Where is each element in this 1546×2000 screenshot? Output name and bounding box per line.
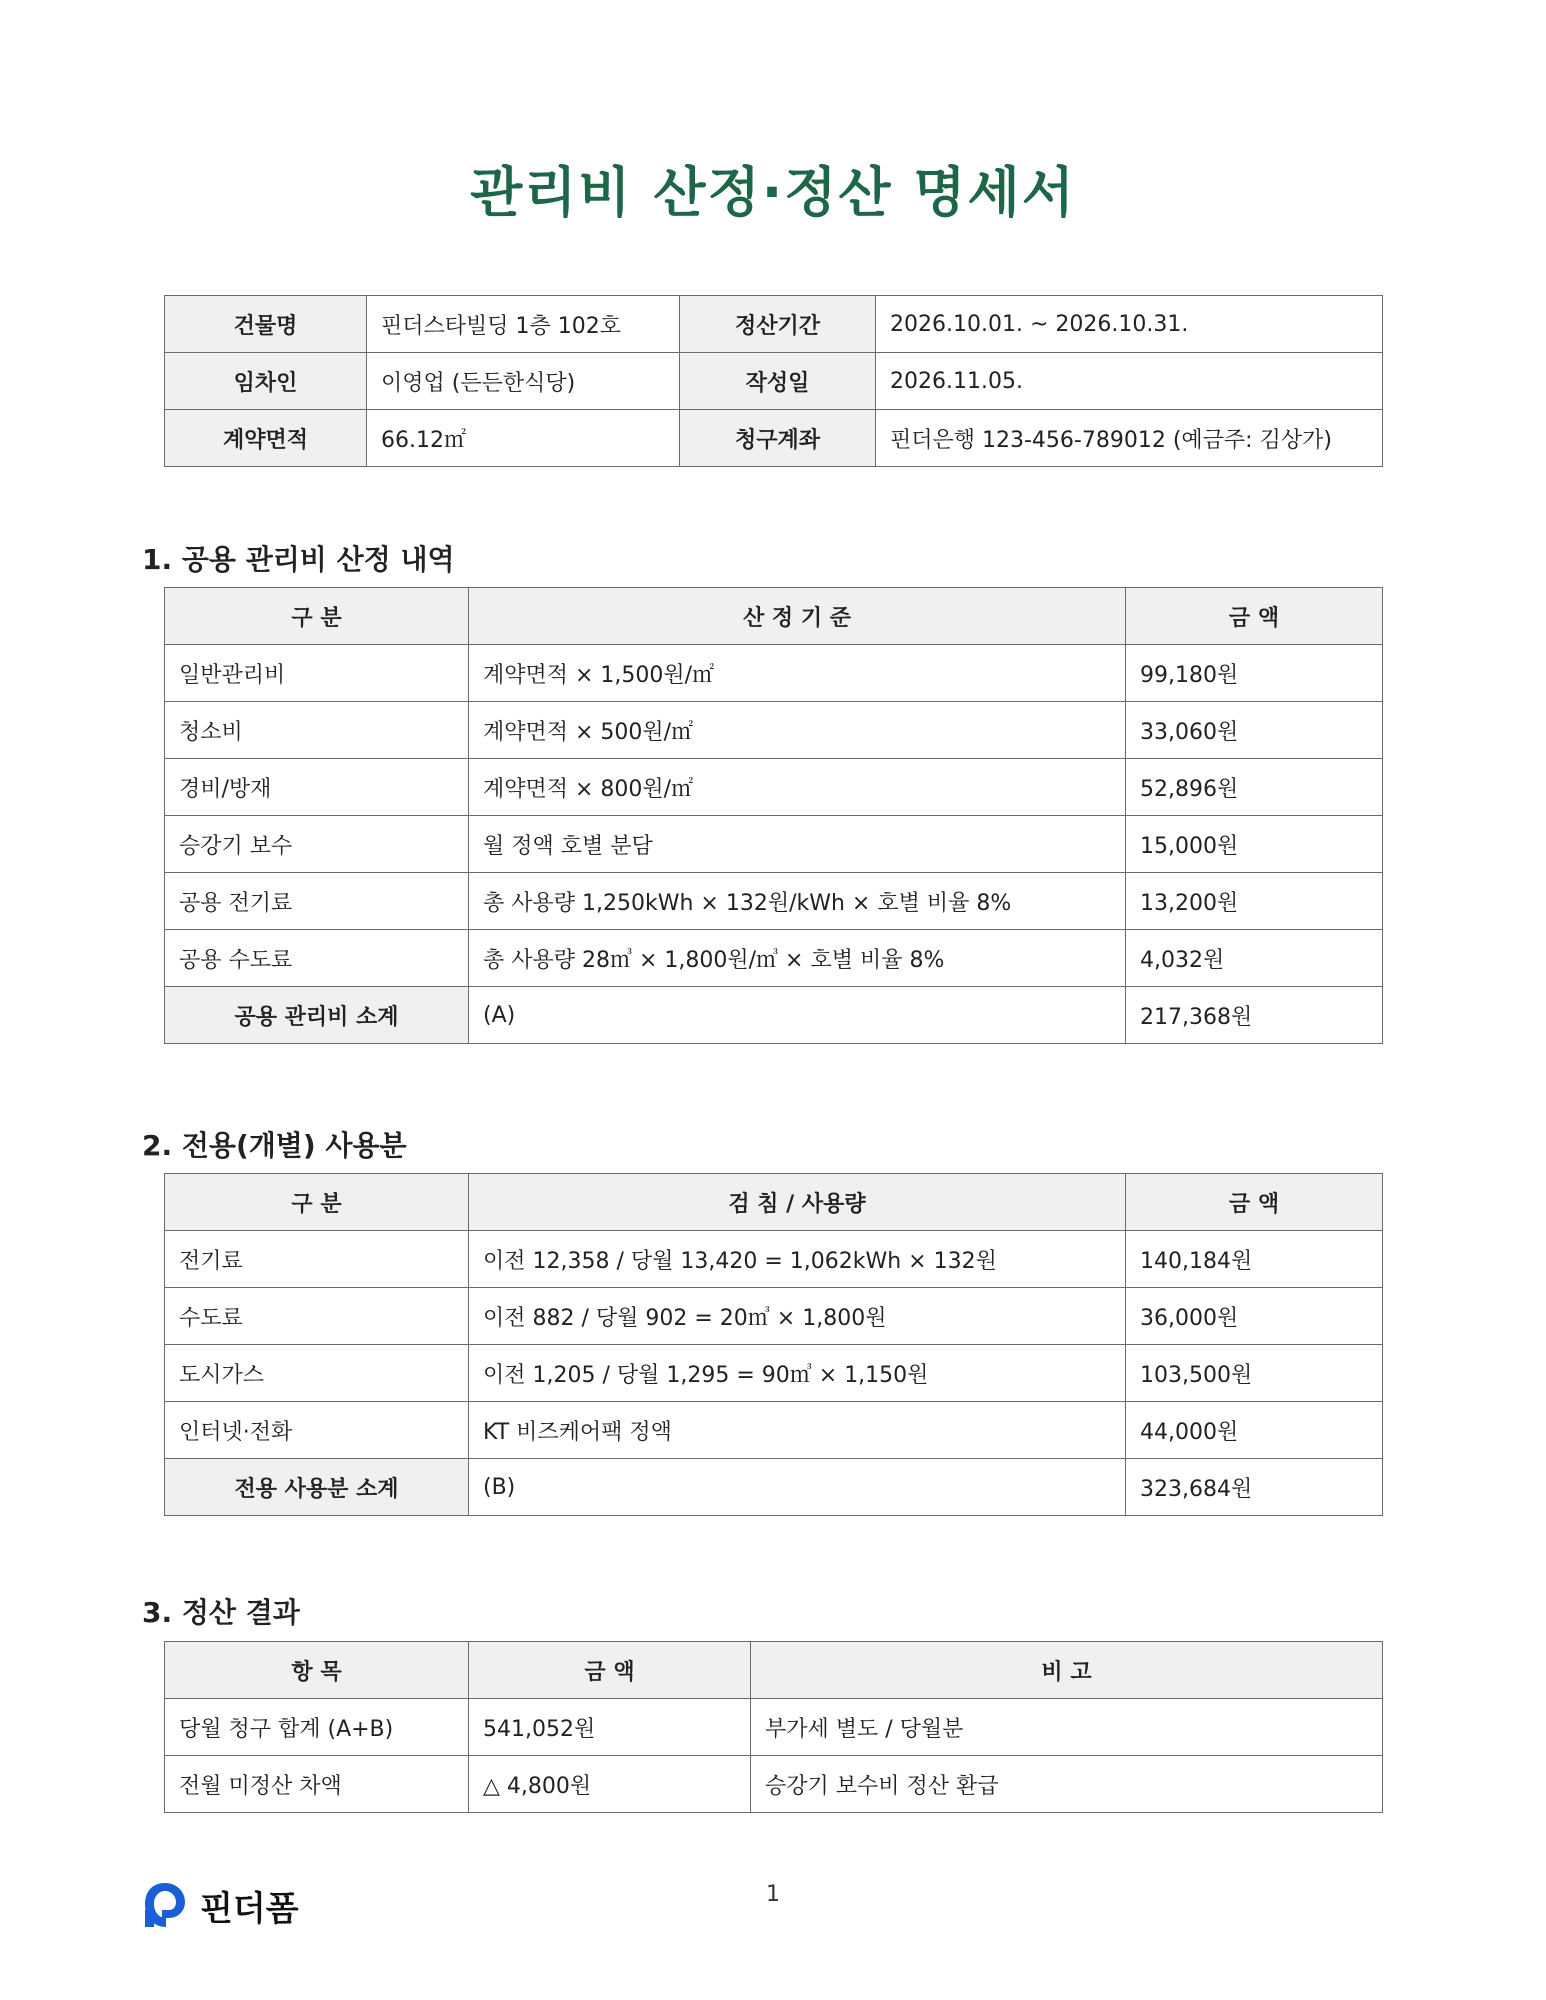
column-header: 검 침 / 사용량 bbox=[469, 1174, 1126, 1231]
row-note: 승강기 보수비 정산 환급 bbox=[751, 1756, 1383, 1813]
info-row bbox=[165, 296, 1383, 353]
subtotal-code: (A) bbox=[469, 987, 1126, 1044]
info-value: 66.12㎡ bbox=[367, 410, 680, 467]
info-value: 이영업 (든든한식당) bbox=[367, 353, 680, 410]
settlement-result-table bbox=[164, 1641, 1383, 1813]
row-basis: 계약면적 × 800원/㎡ bbox=[469, 759, 1126, 816]
row-amount: 52,896원 bbox=[1126, 759, 1383, 816]
row-category: 공용 전기료 bbox=[165, 873, 469, 930]
subtotal-label: 전용 사용분 소계 bbox=[165, 1459, 469, 1516]
info-value: 2026.11.05. bbox=[876, 353, 1383, 410]
table-row bbox=[165, 759, 1383, 816]
table-row bbox=[165, 1699, 1383, 1756]
info-label: 작성일 bbox=[680, 353, 876, 410]
logo-text: 핀더폼 bbox=[200, 1888, 299, 1929]
subtotal-row bbox=[165, 1459, 1383, 1516]
row-amount: 99,180원 bbox=[1126, 645, 1383, 702]
row-amount: 15,000원 bbox=[1126, 816, 1383, 873]
table-row bbox=[165, 1231, 1383, 1288]
column-header: 금 액 bbox=[1126, 588, 1383, 645]
column-header: 산 정 기 준 bbox=[469, 588, 1126, 645]
page-title: 관리비 산정·정산 명세서 bbox=[470, 161, 1076, 224]
info-table bbox=[164, 295, 1383, 467]
info-value: 핀더은행 123-456-789012 (예금주: 김상가) bbox=[876, 410, 1383, 467]
subtotal-amount: 217,368원 bbox=[1126, 987, 1383, 1044]
column-header: 비 고 bbox=[751, 1642, 1383, 1699]
page-number: 1 bbox=[766, 1882, 780, 1907]
row-reading: 이전 12,358 / 당월 13,420 = 1,062kWh × 132원 bbox=[469, 1231, 1126, 1288]
info-label: 정산기간 bbox=[680, 296, 876, 353]
row-reading: 이전 1,205 / 당월 1,295 = 90㎥ × 1,150원 bbox=[469, 1345, 1126, 1402]
row-amount: 13,200원 bbox=[1126, 873, 1383, 930]
info-label: 임차인 bbox=[165, 353, 367, 410]
column-header: 구 분 bbox=[165, 1174, 469, 1231]
table-header-row bbox=[165, 1174, 1383, 1231]
private-usage-table bbox=[164, 1173, 1383, 1516]
column-header: 구 분 bbox=[165, 588, 469, 645]
row-amount: 44,000원 bbox=[1126, 1402, 1383, 1459]
table-header-row bbox=[165, 1642, 1383, 1699]
row-amount: 4,032원 bbox=[1126, 930, 1383, 987]
row-basis: 계약면적 × 500원/㎡ bbox=[469, 702, 1126, 759]
column-header: 금 액 bbox=[469, 1642, 751, 1699]
row-basis: 월 정액 호별 분담 bbox=[469, 816, 1126, 873]
info-row bbox=[165, 410, 1383, 467]
row-reading: 이전 882 / 당월 902 = 20㎥ × 1,800원 bbox=[469, 1288, 1126, 1345]
table-row bbox=[165, 1402, 1383, 1459]
row-category: 승강기 보수 bbox=[165, 816, 469, 873]
table-row bbox=[165, 873, 1383, 930]
row-category: 도시가스 bbox=[165, 1345, 469, 1402]
info-value: 핀더스타빌딩 1층 102호 bbox=[367, 296, 680, 353]
info-row bbox=[165, 353, 1383, 410]
row-amount: 541,052원 bbox=[469, 1699, 751, 1756]
row-amount: 103,500원 bbox=[1126, 1345, 1383, 1402]
row-category: 청소비 bbox=[165, 702, 469, 759]
subtotal-label: 공용 관리비 소계 bbox=[165, 987, 469, 1044]
subtotal-code: (B) bbox=[469, 1459, 1126, 1516]
row-amount: △ 4,800원 bbox=[469, 1756, 751, 1813]
info-label: 건물명 bbox=[165, 296, 367, 353]
row-basis: 계약면적 × 1,500원/㎡ bbox=[469, 645, 1126, 702]
row-reading: KT 비즈케어팩 정액 bbox=[469, 1402, 1126, 1459]
row-category: 공용 수도료 bbox=[165, 930, 469, 987]
row-category: 전기료 bbox=[165, 1231, 469, 1288]
common-fee-table bbox=[164, 587, 1383, 1044]
table-row bbox=[165, 1345, 1383, 1402]
row-category: 인터넷·전화 bbox=[165, 1402, 469, 1459]
row-category: 수도료 bbox=[165, 1288, 469, 1345]
row-amount: 36,000원 bbox=[1126, 1288, 1383, 1345]
row-note: 부가세 별도 / 당월분 bbox=[751, 1699, 1383, 1756]
table-row bbox=[165, 702, 1383, 759]
section1-title: 1. 공용 관리비 산정 내역 bbox=[142, 543, 455, 576]
row-basis: 총 사용량 1,250kWh × 132원/kWh × 호별 비율 8% bbox=[469, 873, 1126, 930]
info-value: 2026.10.01. ~ 2026.10.31. bbox=[876, 296, 1383, 353]
row-category: 경비/방재 bbox=[165, 759, 469, 816]
table-row bbox=[165, 645, 1383, 702]
column-header: 금 액 bbox=[1126, 1174, 1383, 1231]
table-row bbox=[165, 816, 1383, 873]
table-header-row bbox=[165, 588, 1383, 645]
row-item: 당월 청구 합계 (A+B) bbox=[165, 1699, 469, 1756]
subtotal-row bbox=[165, 987, 1383, 1044]
table-row bbox=[165, 1756, 1383, 1813]
table-row bbox=[165, 1288, 1383, 1345]
column-header: 항 목 bbox=[165, 1642, 469, 1699]
section3-title: 3. 정산 결과 bbox=[142, 1596, 300, 1629]
table-row bbox=[165, 930, 1383, 987]
row-amount: 140,184원 bbox=[1126, 1231, 1383, 1288]
row-item: 전월 미정산 차액 bbox=[165, 1756, 469, 1813]
info-label: 계약면적 bbox=[165, 410, 367, 467]
section2-title: 2. 전용(개별) 사용분 bbox=[142, 1129, 407, 1162]
subtotal-amount: 323,684원 bbox=[1126, 1459, 1383, 1516]
row-category: 일반관리비 bbox=[165, 645, 469, 702]
row-amount: 33,060원 bbox=[1126, 702, 1383, 759]
info-label: 청구계좌 bbox=[680, 410, 876, 467]
row-basis: 총 사용량 28㎥ × 1,800원/㎥ × 호별 비율 8% bbox=[469, 930, 1126, 987]
